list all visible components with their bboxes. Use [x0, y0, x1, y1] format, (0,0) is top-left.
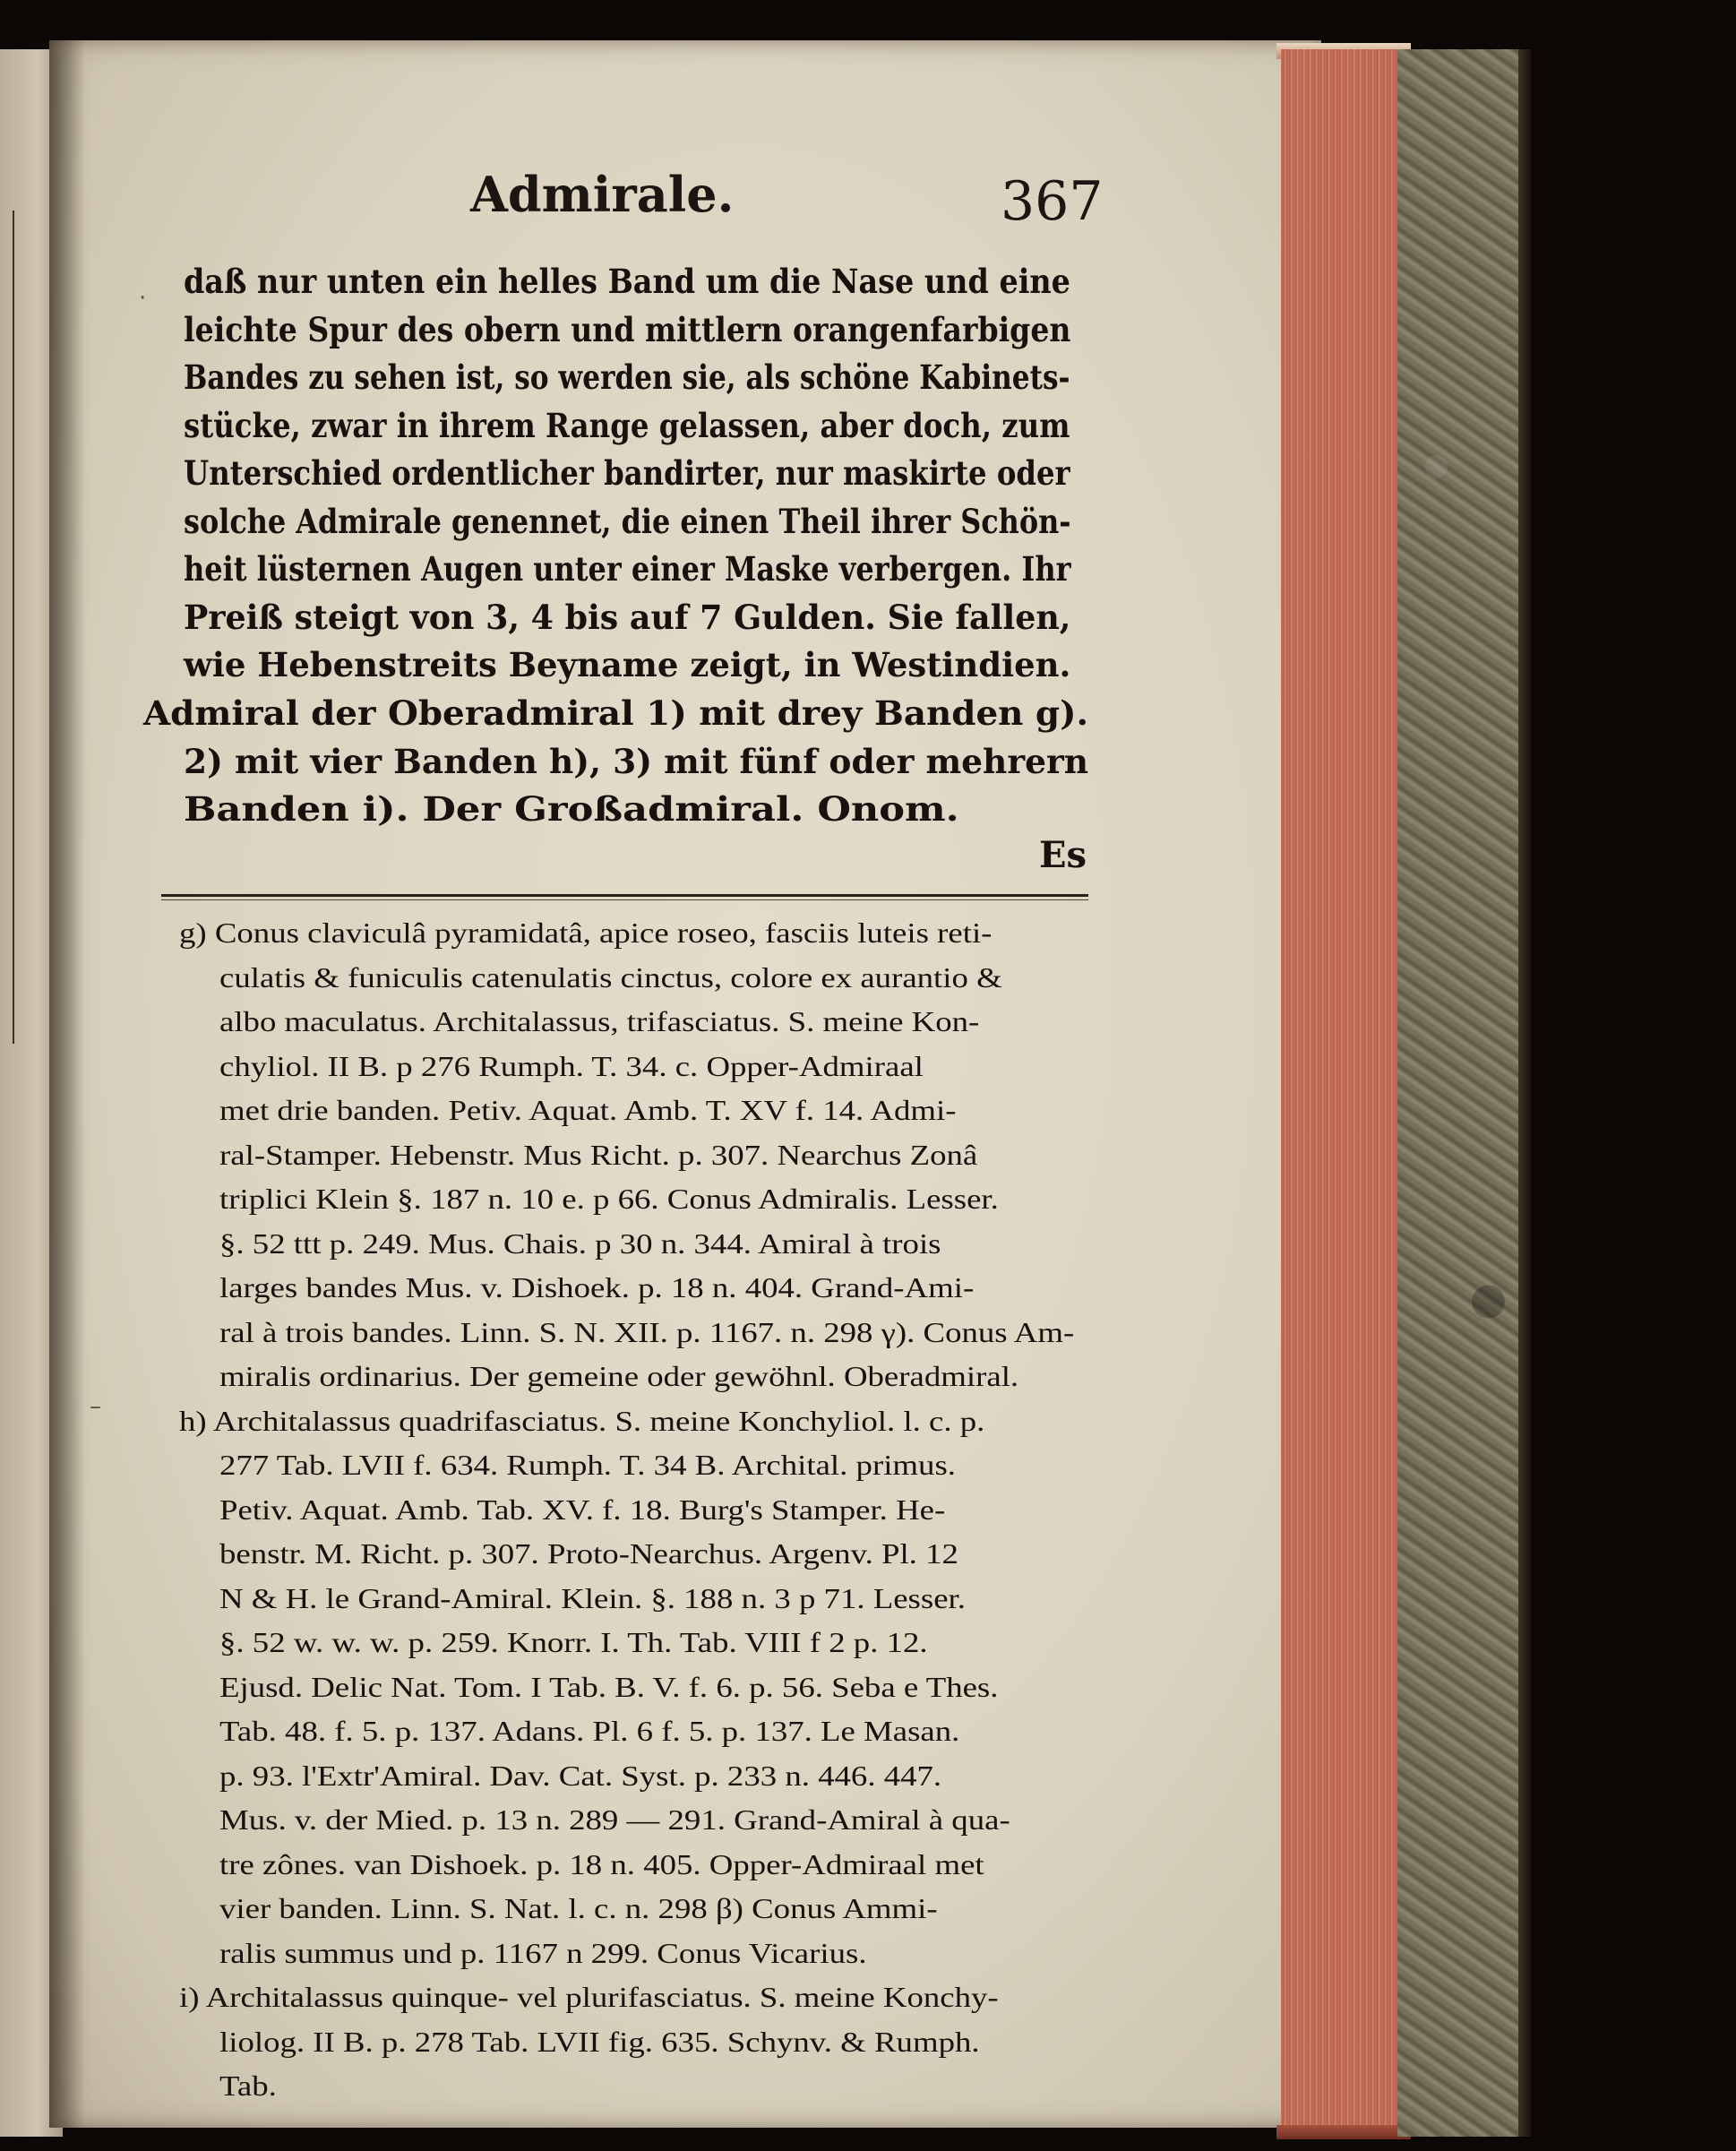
footnotes-line: larges bandes Mus. v. Dishoek. p. 18 n. 404. Grand-Ami- [219, 1271, 975, 1304]
footnotes-line: liolog. II B. p. 278 Tab. LVII fig. 635. Schynv. & Rumph. [219, 2025, 980, 2058]
footnotes-line: Tab. [219, 2069, 277, 2102]
body-lines-line: heit lüsternen Augen unter einer Maske verbergen. Ihr [184, 549, 1071, 589]
footnotes-line: met drie banden. Petiv. Aquat. Amb. T. XV f. 14. Admi- [219, 1094, 957, 1126]
body-lines-line: stücke, zwar in ihrem Range gelassen, aber doch, zum [184, 405, 1070, 445]
body-lines-line: leichte Spur des obern und mittlern orangenfarbigen [184, 309, 1071, 349]
footnotes-line: N & H. le Grand-Amiral. Klein. §. 188 n. 3 p 71. Lesser. [219, 1581, 966, 1614]
cover-edge [1518, 49, 1531, 2137]
footnote-rule [161, 894, 1088, 897]
footnotes-line: ralis summus und p. 1167 n 299. Conus Vicarius. [219, 1936, 867, 1969]
footnotes-line: §. 52 w. w. w. p. 259. Knorr. I. Th. Tab. VIII f 2 p. 12. [219, 1626, 928, 1658]
admiral-lines-line: 2) mit vier Banden h), 3) mit fünf oder mehrern [184, 741, 1089, 781]
running-title-text: Admirale. [470, 166, 735, 223]
footnotes-line: Mus. v. der Mied. p. 13 n. 289 — 291. Grand-Amiral à qua- [219, 1803, 1010, 1836]
footnotes-line: §. 52 ttt p. 249. Mus. Chais. p 30 n. 344. Amiral à trois [219, 1226, 941, 1260]
catchword: Es [1039, 834, 1087, 876]
footnotes-line: tre zônes. van Dishoek. p. 18 n. 405. Opper-Admiraal met [219, 1847, 984, 1880]
footnotes-line: ral-Stamper. Hebenstr. Mus Richt. p. 307. Nearchus Zonâ [219, 1138, 978, 1171]
body-lines-line: Preiß steigt von 3, 4 bis auf 7 Gulden. Sie fallen, [184, 597, 1071, 637]
body-lines-line: Unterschied ordentlicher bandirter, nur maskirte oder [184, 453, 1070, 493]
page-edges [1281, 49, 1406, 2137]
footnotes-line: 277 Tab. LVII f. 634. Rumph. T. 34 B. Archital. primus. [219, 1449, 956, 1481]
footnotes-line: h) Architalassus quadrifasciatus. S. meine Konchyliol. l. c. p. [179, 1404, 985, 1437]
footnotes-line: benstr. M. Richt. p. 307. Proto-Nearchus. Argenv. Pl. 12 [219, 1537, 958, 1570]
body-lines-line: daß nur unten ein helles Band um die Nase und eine [184, 262, 1070, 301]
footnotes-line: triplici Klein §. 187 n. 10 e. p 66. Conus Admiralis. Lesser. [219, 1183, 999, 1215]
page-number-text: 367 [1001, 170, 1104, 233]
body-lines-line: Bandes zu sehen ist, so werden sie, als schöne Kabinets- [184, 357, 1070, 397]
footnotes-line: p. 93. l'Extr'Amiral. Dav. Cat. Syst. p. 233 n. 446. 447. [219, 1759, 942, 1792]
admiral-lines-line: Admiral der Oberadmiral 1) mit drey Banden g). [143, 693, 1089, 733]
footnotes-line: culatis & funiculis catenulatis cinctus, colore ex aurantio & [219, 960, 1002, 994]
footnote-rule-thin [161, 899, 1088, 900]
footnotes-line: vier banden. Linn. S. Nat. l. c. n. 298 β) Conus Ammi- [219, 1892, 938, 1924]
footnotes-line: ral à trois bandes. Linn. S. N. XII. p. 1167. n. 298 γ). Conus Am- [219, 1315, 1075, 1348]
footnotes-line: g) Conus claviculâ pyramidatâ, apice roseo, fasciis luteis reti- [179, 916, 993, 949]
footnotes-line: miralis ordinarius. Der gemeine oder gewöhnl. Oberadmiral. [219, 1360, 1019, 1392]
footnotes-line: i) Architalassus quinque- vel plurifasciatus. S. meine Konchy- [179, 1981, 999, 2013]
marbled-cover [1397, 49, 1527, 2137]
admiral-lines-line: Banden i). Der Großadmiral. Onom. [184, 789, 959, 829]
gutter-shadow [49, 40, 85, 2128]
body-lines-line: solche Admirale genennet, die einen Theil ihrer Schön- [184, 501, 1071, 541]
margin-mark: · [139, 285, 147, 312]
margin-dash: – [90, 1393, 101, 1420]
footnotes-line: albo maculatus. Architalassus, trifasciatus. S. meine Kon- [219, 1005, 980, 1037]
footnotes-line: Petiv. Aquat. Amb. Tab. XV. f. 18. Burg's Stamper. He- [219, 1493, 946, 1526]
body-lines-line: wie Hebenstreits Beyname zeigt, in Westindien. [184, 645, 1071, 684]
page-block-bottom [1276, 2125, 1411, 2139]
footnotes-line: Ejusd. Delic Nat. Tom. I Tab. B. V. f. 6. p. 56. Seba e Thes. [219, 1670, 999, 1703]
left-page-rule [0, 211, 14, 1044]
footnotes-line: chyliol. II B. p 276 Rumph. T. 34. c. Opper-Admiraal [219, 1049, 924, 1082]
footnotes-line: Tab. 48. f. 5. p. 137. Adans. Pl. 6 f. 5. p. 137. Le Masan. [219, 1715, 960, 1747]
